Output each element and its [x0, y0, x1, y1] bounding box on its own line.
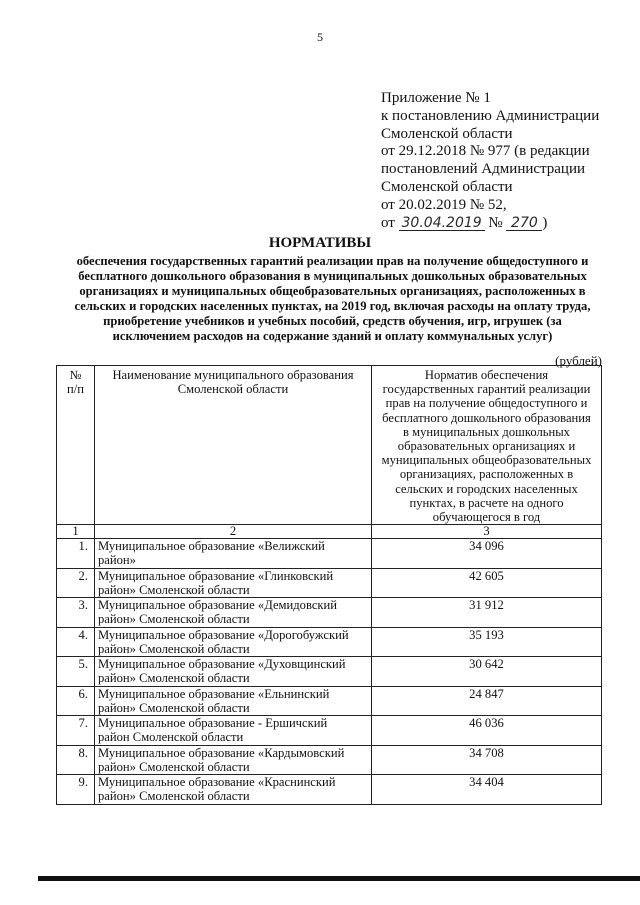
appendix-line: постановлений Администрации	[381, 161, 586, 178]
municipality-name	[95, 745, 372, 775]
norm-value: 31 912	[372, 598, 602, 628]
norm-value: 35 193	[372, 627, 602, 657]
municipality-name-line: район» Смоленской области	[98, 641, 250, 656]
appendix-line: Приложение № 1	[381, 90, 491, 106]
table-row	[57, 775, 602, 805]
municipality-name	[95, 627, 372, 657]
municipality-name-line: Муниципальное образование «Кардымовский	[98, 745, 345, 760]
municipality-name-line: район» Смоленской области	[98, 700, 250, 715]
municipality-name-line: район» Смоленской области	[98, 671, 250, 686]
appendix-line: от 29.12.2018 № 977 (в редакции	[381, 143, 590, 160]
index-cell: 2	[95, 525, 372, 539]
number-sign: №	[488, 214, 503, 231]
table-row	[57, 568, 602, 598]
municipality-name-line: район» Смоленской области	[98, 582, 250, 597]
municipality-name-line: район» Смоленской области	[98, 789, 250, 804]
municipality-name-line: Муниципальное образование «Глинковский	[98, 568, 334, 583]
index-cell: 3	[372, 525, 602, 539]
handwritten-date: 30.04.2019	[399, 216, 485, 231]
norm-value: 34 708	[372, 745, 602, 775]
municipality-name-line: район Смоленской области	[98, 730, 244, 745]
table-row	[57, 686, 602, 716]
header-num: № п/п	[57, 366, 95, 525]
row-number: 4.	[57, 627, 95, 657]
table-header-row	[57, 366, 602, 525]
page-number: 5	[317, 30, 323, 44]
municipality-name	[95, 598, 372, 628]
norm-value: 24 847	[372, 686, 602, 716]
norm-value: 34 404	[372, 775, 602, 805]
table-row	[57, 539, 602, 569]
row-number: 3.	[57, 598, 95, 628]
subtitle-line: обеспечения государственных гарантий реализации прав на получение общедоступного и	[76, 254, 589, 268]
municipality-name-line: Муниципальное образование «Духовщинский	[98, 657, 346, 672]
municipality-name-line: Муниципальное образование «Демидовский	[98, 598, 338, 613]
municipality-name-line: Муниципальное образование «Велижский	[98, 539, 325, 554]
row-number: 5.	[57, 657, 95, 687]
appendix-block	[381, 90, 631, 232]
row-number: 1.	[57, 539, 95, 569]
subtitle-line: сельских и городских населенных пунктах, на 2019 год, включая расходы на оплату труда,	[74, 299, 591, 313]
municipality-name-line: Муниципальное образование «Краснинский	[98, 775, 336, 790]
row-number: 9.	[57, 775, 95, 805]
appendix-line: от 20.02.2019 № 52,	[381, 196, 507, 213]
norm-value: 30 642	[372, 657, 602, 687]
municipality-name	[95, 775, 372, 805]
municipality-name-line: район» Смоленской области	[98, 759, 250, 774]
municipality-name-line: Муниципальное образование - Ершичский	[98, 716, 328, 731]
table-row	[57, 627, 602, 657]
municipality-name	[95, 539, 372, 569]
appendix-line: Смоленской области	[381, 125, 513, 142]
appendix-line: Смоленской области	[381, 178, 513, 195]
appendix-last-line	[381, 215, 631, 233]
subtitle-line: приобретение учебников и учебных пособий, средств обучения, игр, игрушек (за	[103, 314, 562, 328]
municipality-name	[95, 657, 372, 687]
table-row	[57, 745, 602, 775]
document-subtitle	[55, 254, 610, 344]
municipality-name-line: район»	[98, 553, 136, 568]
table-row	[57, 716, 602, 746]
row-number: 7.	[57, 716, 95, 746]
document-title: НОРМАТИВЫ	[268, 235, 372, 251]
municipality-name-line: район» Смоленской области	[98, 612, 250, 627]
units-label: (рублей)	[555, 353, 602, 368]
table-index-row	[57, 525, 602, 539]
table-row	[57, 598, 602, 628]
closing-paren: )	[542, 214, 548, 231]
subtitle-line: исключением расходов на содержание зданий и оплату коммунальных услуг)	[112, 329, 553, 343]
handwritten-number: 270	[506, 216, 542, 231]
subtitle-line: организациях и муниципальных общеобразовательных организациях, расположенных в	[79, 284, 586, 298]
appendix-prefix: от	[381, 214, 395, 231]
row-number: 2.	[57, 568, 95, 598]
municipality-name-line: Муниципальное образование «Ельнинский	[98, 686, 330, 701]
row-number: 6.	[57, 686, 95, 716]
norm-value: 42 605	[372, 568, 602, 598]
index-cell: 1	[57, 525, 95, 539]
header-name: Наименование муниципального образования Смоленской области	[95, 366, 372, 525]
municipality-name-line: Муниципальное образование «Дорогобужский	[98, 627, 349, 642]
bottom-scan-edge	[38, 876, 640, 881]
municipality-name	[95, 568, 372, 598]
norms-table	[56, 365, 602, 805]
norm-value: 46 036	[372, 716, 602, 746]
appendix-line: к постановлению Администрации	[381, 107, 600, 124]
table-row	[57, 657, 602, 687]
municipality-name	[95, 716, 372, 746]
row-number: 8.	[57, 745, 95, 775]
header-norm: Норматив обеспечения государственных гарантий реализации прав на получение общедоступного и бесплатного дошкольного образования в муниципальных дошкольных образовательных организациях и муниципальных общеобразовательных организациях, расположенных в сельских и городских населенных пунктах, в расчете на одного обучающегося в год	[372, 366, 602, 525]
norm-value: 34 096	[372, 539, 602, 569]
subtitle-line: бесплатного дошкольного образования в муниципальных дошкольных образовательных	[78, 269, 587, 283]
municipality-name	[95, 686, 372, 716]
